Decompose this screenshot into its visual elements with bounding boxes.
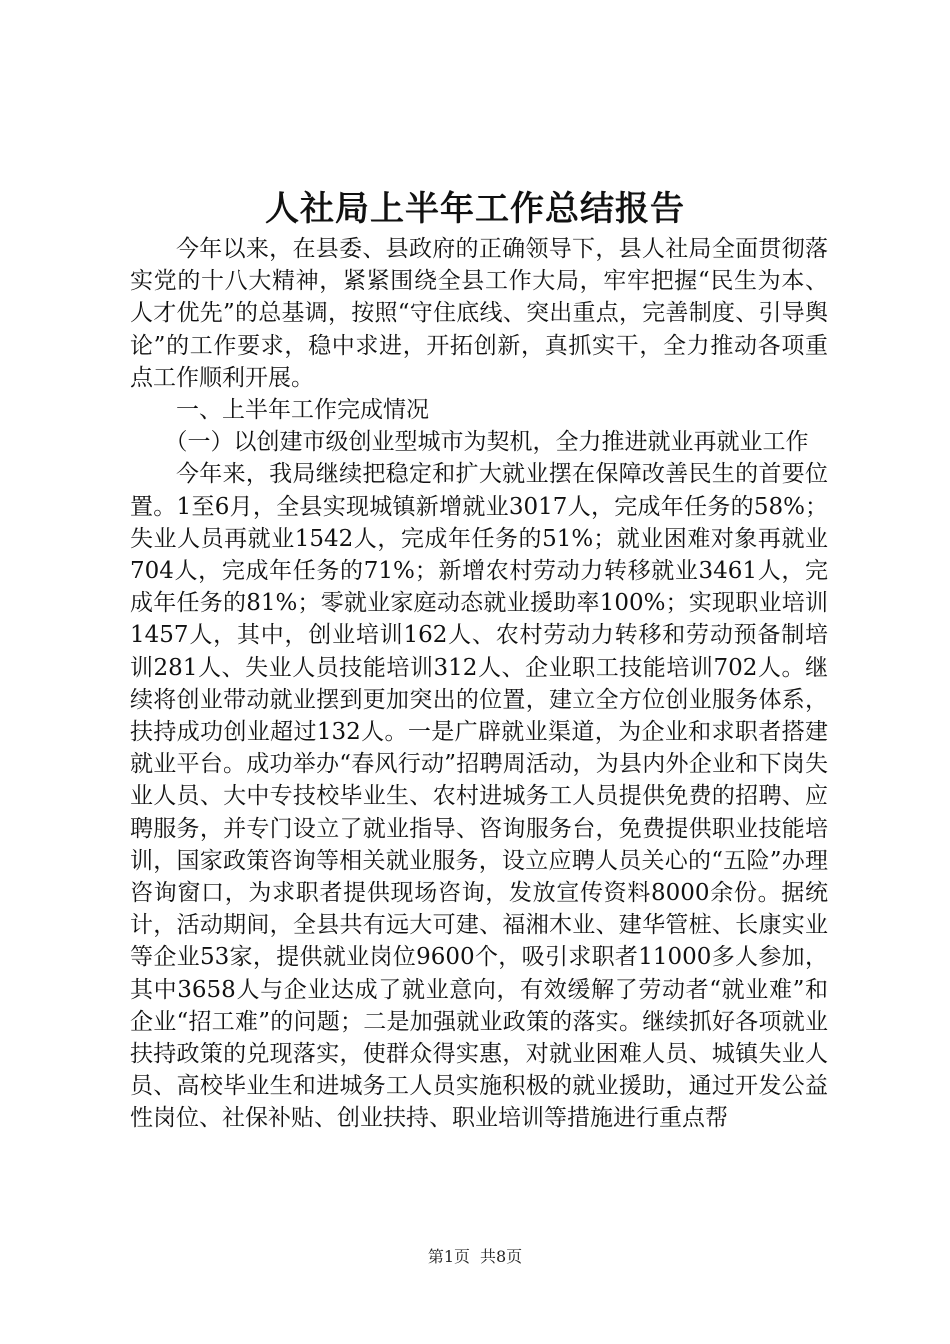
intro-paragraph: 今年以来，在县委、县政府的正确领导下，县人社局全面贯彻落实党的十八大精神，紧紧围绕全县工作大局，牢牢把握“民生为本、人才优先”的总基调，按照“守住底线、突出重点，完善制度、引导舆论”的工作要求，稳中求进，开拓创新，真抓实干，全力推动各项重点工作顺利开展。: [130, 236, 828, 391]
page-footer: [0, 1246, 950, 1268]
employment-paragraph: 今年来，我局继续把稳定和扩大就业摆在保障改善民生的首要位置。1至6月，全县实现城镇新增就业3017人，完成年任务的58%；失业人员再就业1542人，完成年任务的51%；就业困难对象再就业704人，完成年任务的71%；新增农村劳动力转移就业3461人，完成年任务的81%；零就业家庭动态就业援助率100%；实现职业培训1457人，其中，创业培训162人、农村劳动力转移和劳动预备制培训281人、失业人员技能培训312人、企业职工技能培训702人。继续将创业带动就业摆到更加突出的位置，建立全方位创业服务体系，扶持成功创业超过132人。一是广辟就业渠道，为企业和求职者搭建就业平台。成功举办“春风行动”招聘周活动，为县内外企业和下岗失业人员、大中专技校毕业生、农村进城务工人员提供免费的招聘、应聘服务，并专门设立了就业指导、咨询服务台，免费提供职业技能培训，国家政策咨询等相关就业服务，设立应聘人员关心的“五险”办理咨询窗口，为求职者提供现场咨询，发放宣传资料8000余份。据统计，活动期间，全县共有远大可建、福湘木业、建华管桩、长康实业等企业53家，提供就业岗位9600个，吸引求职者11000多人参加，其中3658人与企业达成了就业意向，有效缓解了劳动者“就业难”和企业“招工难”的问题；二是加强就业政策的落实。继续抓好各项就业扶持政策的兑现落实，使群众得实惠，对就业困难人员、城镇失业人员、高校毕业生和进城务工人员实施积极的就业援助，通过开发公益性岗位、社保补贴、创业扶持、职业培训等措施进行重点帮: [130, 461, 828, 1132]
subsection-heading: （一）以创建市级创业型城市为契机，全力推进就业再就业工作: [164, 429, 809, 456]
section-heading: 一、上半年工作完成情况: [176, 397, 429, 424]
page-number: 第1页: [427, 1247, 470, 1266]
document-body: [130, 233, 828, 1135]
page-total: 共8页: [480, 1247, 523, 1266]
document-title: 人社局上半年工作总结报告: [265, 189, 685, 229]
